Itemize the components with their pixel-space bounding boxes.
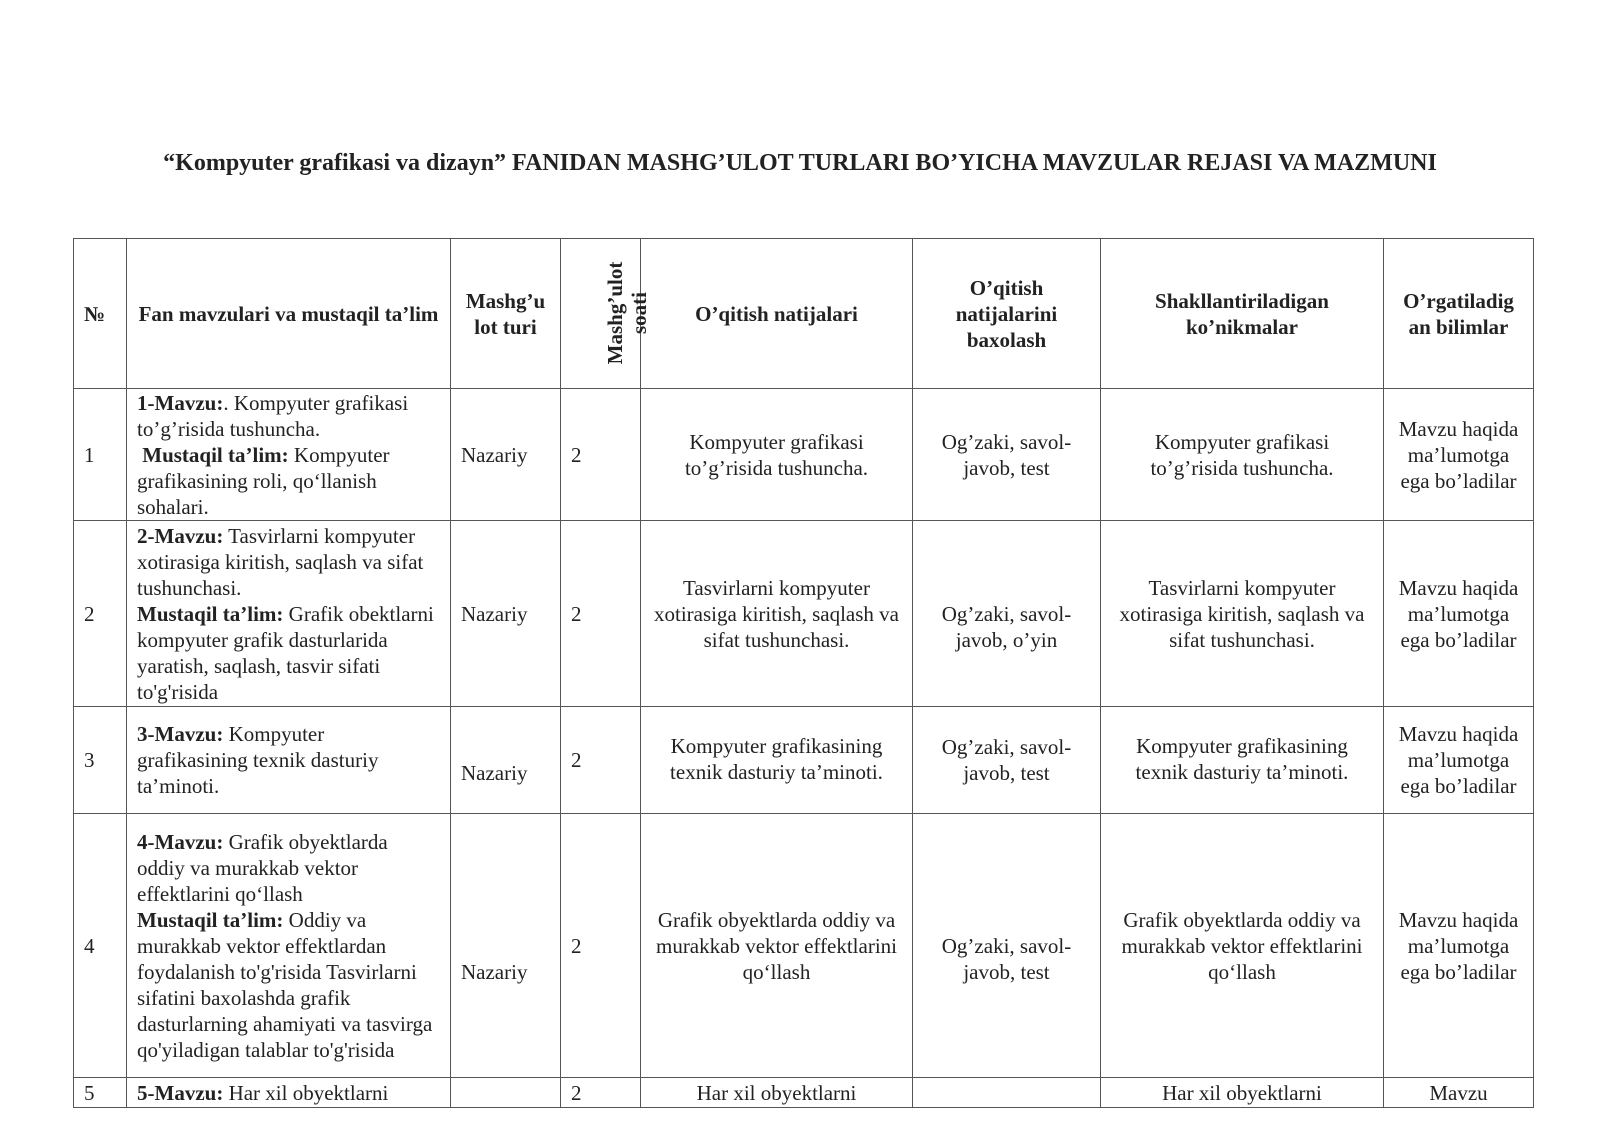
knowledge: Mavzu haqida ma’lumotga ega bo’ladilar <box>1384 389 1534 521</box>
table-row <box>74 707 1534 814</box>
topic-label: 4-Mavzu: <box>137 829 224 854</box>
topic-text: Har xil obyektlarni <box>223 1081 389 1105</box>
knowledge: Mavzu haqida ma’lumotga ega bo’ladilar <box>1384 521 1534 707</box>
topic-cell <box>127 707 451 814</box>
topic-text: . Kompyuter grafikasi to’g’risida tushuncha. <box>137 390 409 441</box>
self-study-text: Grafik obektlarni kompyuter grafik dasturlarida yaratish, saqlash, tasvir sifati to'g'risida <box>137 601 434 704</box>
lesson-hours: 2 <box>561 389 641 521</box>
lesson-hours: 2 <box>561 521 641 707</box>
row-num: 5 <box>74 1078 127 1108</box>
knowledge: Mavzu haqida ma’lumotga ega bo’ladilar <box>1384 814 1534 1078</box>
table-row <box>74 814 1534 1078</box>
page-title: “Kompyuter grafikasi va dizayn” FANIDAN MASHG’ULOT TURLARI BO’YICHA MAVZULAR REJASI VA MAZMUNI <box>163 150 1437 176</box>
knowledge: Mavzu <box>1384 1078 1534 1108</box>
table-row <box>74 389 1534 521</box>
self-study-label: Mustaqil ta’lim: <box>137 601 284 626</box>
skills: Tasvirlarni kompyuter xotirasiga kiritish, saqlash va sifat tushunchasi. <box>1101 521 1384 707</box>
lesson-type: Nazariy <box>451 389 561 521</box>
topic-cell <box>127 814 451 1078</box>
header-type: Mashg’u lot turi <box>451 239 561 389</box>
results-evaluation <box>913 1078 1101 1108</box>
self-study-text: Kompyuter grafikasining roli, qo‘llanish sohalari. <box>137 442 390 519</box>
topic-label: 5-Mavzu: <box>137 1081 224 1105</box>
topics-plan-table <box>73 238 1534 1108</box>
row-num: 3 <box>74 707 127 814</box>
lesson-type: Nazariy <box>451 707 561 814</box>
skills: Grafik obyektlarda oddiy va murakkab vektor effektlarini qo‘llash <box>1101 814 1384 1078</box>
header-topics: Fan mavzulari va mustaqil ta’lim <box>127 239 451 389</box>
lesson-hours: 2 <box>561 814 641 1078</box>
self-study-text: Oddiy va murakkab vektor effektlardan foydalanish to'g'risida Tasvirlarni sifatini baxolashda grafik dasturlarning ahamiyati va tasvirga qo'yiladigan talablar to'g'risida <box>137 907 433 1062</box>
header-skills: Shakllantiriladigan ko’nikmalar <box>1101 239 1384 389</box>
skills: Kompyuter grafikasining texnik dasturiy ta’minoti. <box>1101 707 1384 814</box>
row-num: 4 <box>74 814 127 1078</box>
table-row <box>74 521 1534 707</box>
knowledge: Mavzu haqida ma’lumotga ega bo’ladilar <box>1384 707 1534 814</box>
self-study-label: Mustaqil ta’lim: <box>137 907 284 932</box>
skills: Har xil obyektlarni <box>1101 1078 1384 1108</box>
header-results: O’qitish natijalari <box>641 239 913 389</box>
learning-results: Kompyuter grafikasining texnik dasturiy ta’minoti. <box>641 707 913 814</box>
lesson-hours: 2 <box>561 1078 641 1108</box>
topic-text: Grafik obyektlarda oddiy va murakkab vektor effektlarini qo‘llash <box>137 829 388 906</box>
topic-label: 3-Mavzu: <box>137 722 224 746</box>
learning-results: Grafik obyektlarda oddiy va murakkab vektor effektlarini qo‘llash <box>641 814 913 1078</box>
learning-results: Kompyuter grafikasi to’g’risida tushuncha. <box>641 389 913 521</box>
results-evaluation: Og’zaki, savol-javob, test <box>913 707 1101 814</box>
topic-label: 2-Mavzu: <box>137 523 224 548</box>
topic-cell <box>127 1078 451 1108</box>
topic-label: 1-Mavzu: <box>137 390 224 415</box>
topic-cell <box>127 389 451 521</box>
row-num: 2 <box>74 521 127 707</box>
header-hours-text: Mashg’ulot soati <box>603 261 651 365</box>
learning-results: Tasvirlarni kompyuter xotirasiga kiritish, saqlash va sifat tushunchasi. <box>641 521 913 707</box>
self-study-label: Mustaqil ta’lim: <box>142 442 289 467</box>
header-hours <box>561 239 651 389</box>
learning-results: Har xil obyektlarni <box>641 1078 913 1108</box>
header-knowledge: O’rgatiladig an bilimlar <box>1384 239 1534 389</box>
lesson-type <box>451 1078 561 1108</box>
lesson-type: Nazariy <box>451 521 561 707</box>
results-evaluation: Og’zaki, savol-javob, test <box>913 814 1101 1078</box>
header-num: № <box>74 239 127 389</box>
lesson-hours: 2 <box>561 707 641 814</box>
topic-cell <box>127 521 451 707</box>
table-header-row <box>74 239 1534 389</box>
lesson-type: Nazariy <box>451 814 561 1078</box>
topic-text: Tasvirlarni kompyuter xotirasiga kiritish, saqlash va sifat tushunchasi. <box>137 523 424 600</box>
header-evaluation: O’qitish natijalarini baxolash <box>913 239 1101 389</box>
results-evaluation: Og’zaki, savol-javob, o’yin <box>913 521 1101 707</box>
table-row <box>74 1078 1534 1108</box>
skills: Kompyuter grafikasi to’g’risida tushuncha. <box>1101 389 1384 521</box>
topic-text: Kompyuter grafikasining texnik dasturiy ta’minoti. <box>137 722 379 798</box>
results-evaluation: Og’zaki, savol-javob, test <box>913 389 1101 521</box>
row-num: 1 <box>74 389 127 521</box>
